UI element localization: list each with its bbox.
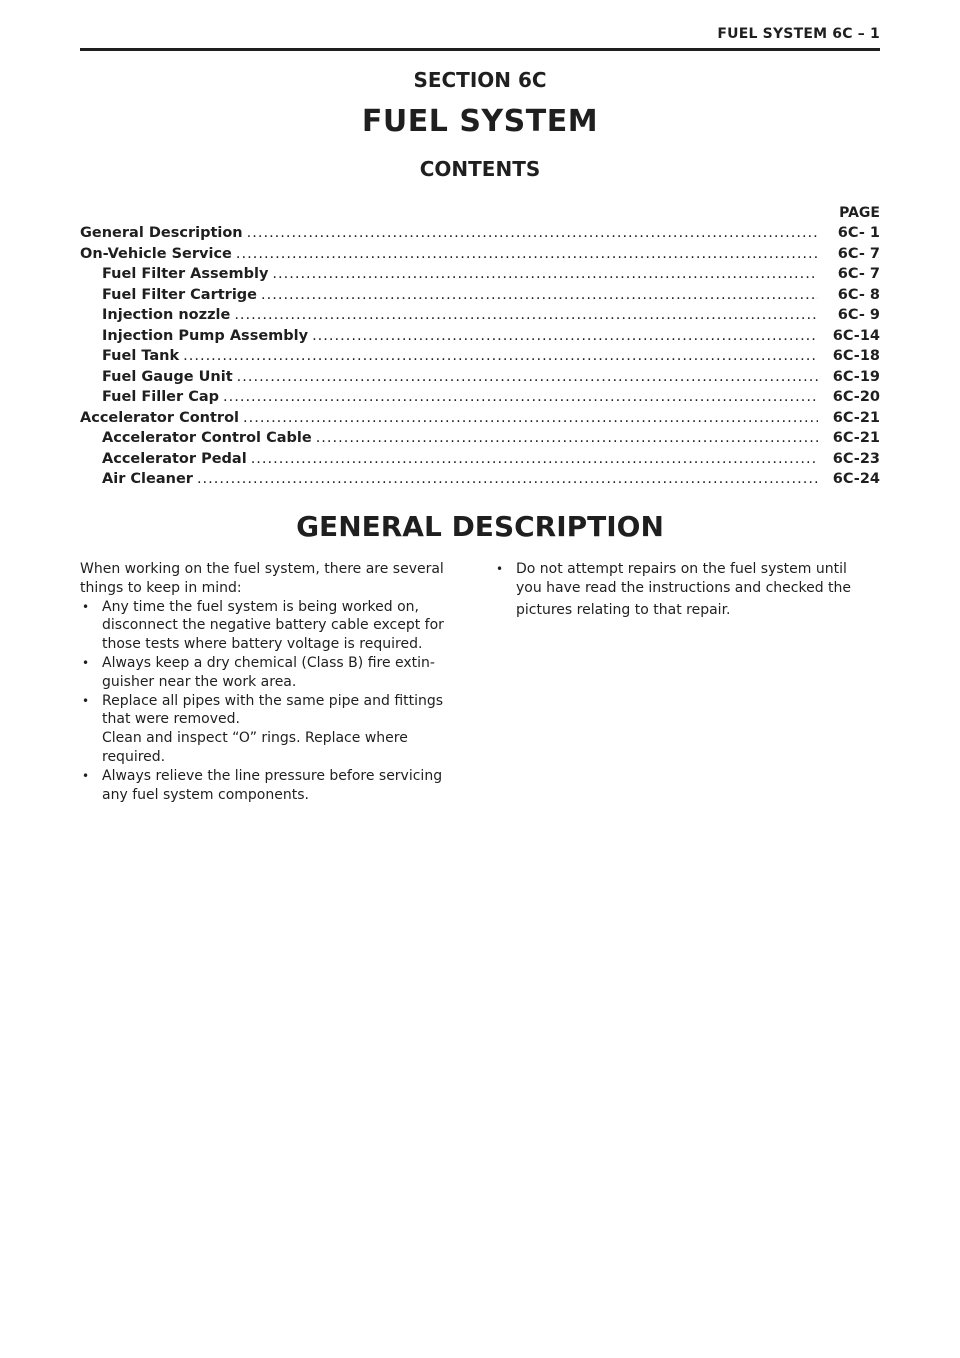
- toc-entry-page: 6C-18: [832, 348, 880, 364]
- toc-entry-air-cleaner[interactable]: [80, 469, 880, 490]
- bullet-line: Any time the fuel system is being worked on,: [102, 598, 419, 615]
- toc-dot-leader: [223, 387, 818, 408]
- toc-entry-on-vehicle-service[interactable]: [80, 244, 880, 265]
- bullet-icon: •: [82, 768, 90, 783]
- bullet-line: you have read the instructions and checked the: [516, 579, 852, 596]
- bullet-line: Do not attempt repairs on the fuel system until: [516, 561, 847, 577]
- toc-dot-leader: [234, 305, 818, 326]
- bullet-line: those tests where battery voltage is required.: [102, 636, 423, 653]
- toc-entry-page: 6C- 8: [837, 286, 880, 303]
- toc-entry-title: Fuel Gauge Unit: [102, 368, 233, 385]
- bullet-line: Always relieve the line pressure before servicing: [102, 767, 443, 784]
- general-description-left-column: [80, 560, 470, 804]
- toc-entry-page: 6C-23: [832, 450, 880, 467]
- bullet-item: [494, 560, 880, 619]
- bullet-line: disconnect the negative battery cable except for: [102, 617, 444, 634]
- intro-line: When working on the fuel system, there are several: [80, 561, 444, 577]
- toc-entry-page: 6C-21: [832, 430, 880, 446]
- toc-entry-title: Fuel Filter Cartrige: [102, 286, 258, 303]
- toc-entry-page: 6C-20: [832, 389, 880, 405]
- toc-page-column-label: PAGE: [839, 205, 880, 221]
- bullet-item: [80, 654, 470, 692]
- toc-dot-leader: [261, 285, 818, 306]
- bullet-item: [80, 767, 470, 805]
- toc-dot-leader: [312, 326, 818, 347]
- bullet-line: any fuel system components.: [102, 786, 309, 803]
- bullet-icon: •: [82, 693, 90, 708]
- toc-entry-title: Fuel Filter Assembly: [102, 266, 269, 282]
- running-header: FUEL SYSTEM 6C – 1: [717, 26, 880, 42]
- toc-entry-title: Fuel Tank: [102, 348, 180, 364]
- bullet-icon: •: [82, 655, 90, 670]
- toc-entry-page: 6C- 7: [837, 266, 880, 282]
- toc-entry-page: 6C-14: [832, 327, 880, 344]
- toc-dot-leader: [183, 346, 818, 367]
- toc-entry-general-description[interactable]: [80, 223, 880, 244]
- toc-entry-accelerator-pedal[interactable]: [80, 449, 880, 470]
- toc-entry-title: General Description: [80, 225, 243, 241]
- page-title: FUEL SYSTEM: [361, 104, 599, 139]
- toc-entry-injection-pump-assembly[interactable]: [80, 326, 880, 347]
- bullet-line: Clean and inspect “O” rings. Replace where: [102, 730, 408, 747]
- contents-heading: CONTENTS: [419, 157, 541, 181]
- toc-entry-fuel-gauge-unit[interactable]: [80, 367, 880, 388]
- toc-entry-page: 6C-24: [832, 471, 880, 487]
- bullet-line: Always keep a dry chemical (Class B) fire extin-: [102, 654, 435, 671]
- toc-entry-title: Accelerator Pedal: [102, 450, 247, 467]
- toc-entry-page: 6C-19: [832, 368, 880, 385]
- toc-entry-title: Air Cleaner: [102, 471, 193, 487]
- toc-entry-page: 6C- 7: [837, 245, 880, 262]
- toc-entry-page: 6C-21: [832, 409, 880, 426]
- bullet-icon: •: [82, 599, 90, 614]
- bullet-line: pictures relating to that repair.: [516, 601, 731, 618]
- toc-entry-fuel-filter-assembly[interactable]: [80, 264, 880, 285]
- toc-entry-title: Accelerator Control Cable: [102, 430, 312, 446]
- general-description-heading: GENERAL DESCRIPTION: [296, 510, 664, 543]
- toc-dot-leader: [272, 264, 818, 285]
- toc-entry-title: On-Vehicle Service: [80, 245, 232, 262]
- toc-entry-fuel-filter-cartrige[interactable]: [80, 285, 880, 306]
- toc-entry-title: Injection nozzle: [102, 307, 231, 323]
- toc-entry-fuel-filler-cap[interactable]: [80, 387, 880, 408]
- toc-dot-leader: [316, 428, 818, 449]
- intro-paragraph: [80, 560, 470, 598]
- bullet-line: Replace all pipes with the same pipe and fittings: [102, 692, 444, 709]
- toc-entry-title: Accelerator Control: [80, 409, 240, 426]
- toc-dot-leader: [251, 449, 818, 470]
- bullet-icon: •: [496, 562, 504, 576]
- toc-entry-title: Injection Pump Assembly: [102, 327, 309, 344]
- bullet-line: guisher near the work area.: [102, 673, 297, 690]
- toc-entry-accelerator-control[interactable]: [80, 408, 880, 429]
- general-description-right-column: [494, 560, 880, 619]
- toc-entry-fuel-tank[interactable]: [80, 346, 880, 367]
- toc-dot-leader: [197, 469, 818, 490]
- bullet-item: [80, 598, 470, 654]
- table-of-contents: [80, 203, 880, 490]
- bullet-line: that were removed.: [102, 711, 240, 728]
- toc-entry-accelerator-control-cable[interactable]: [80, 428, 880, 449]
- toc-dot-leader: [236, 244, 818, 265]
- toc-entry-page: 6C- 1: [837, 225, 880, 241]
- toc-entry-page: 6C- 9: [837, 307, 880, 323]
- bullet-line: required.: [102, 748, 166, 765]
- toc-dot-leader: [237, 367, 818, 388]
- header-rule: [80, 48, 880, 51]
- toc-entry-injection-nozzle[interactable]: [80, 305, 880, 326]
- toc-entry-title: Fuel Filler Cap: [102, 389, 220, 405]
- toc-dot-leader: [243, 408, 818, 429]
- toc-dot-leader: [247, 223, 818, 244]
- bullet-item: [80, 692, 470, 767]
- section-label: SECTION 6C: [413, 68, 547, 92]
- intro-line: things to keep in mind:: [80, 579, 242, 596]
